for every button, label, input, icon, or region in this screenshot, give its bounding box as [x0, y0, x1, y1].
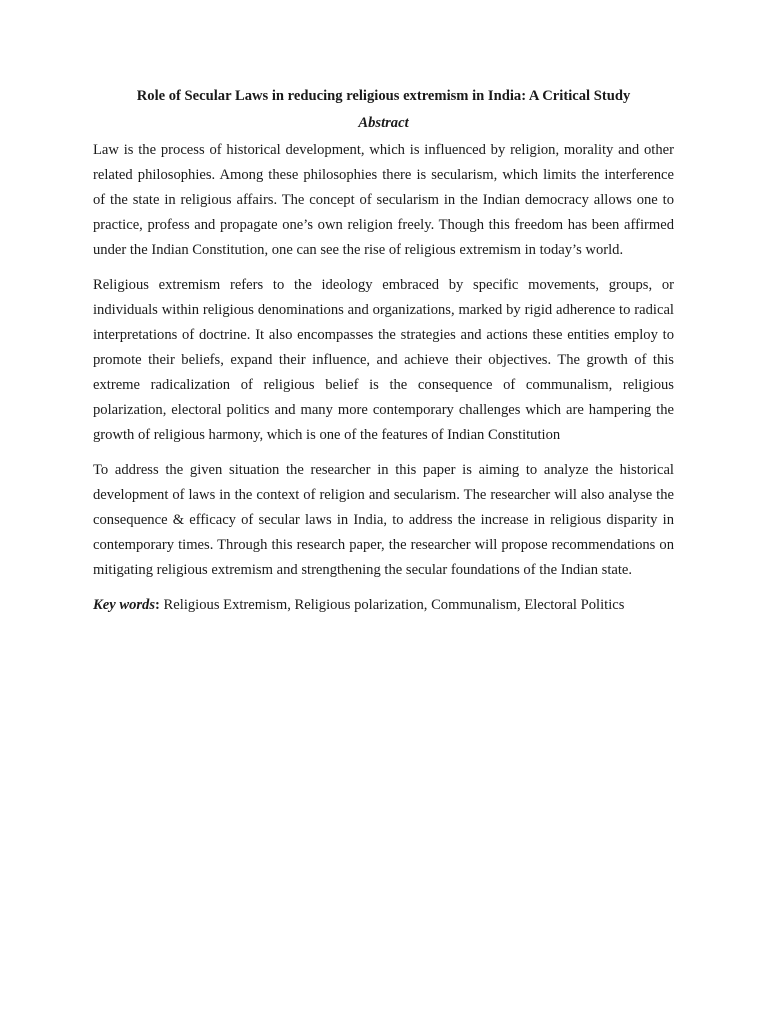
abstract-paragraph-1: Law is the process of historical development, which is influenced by religion, morality and other related philosophies. Among these philosophies there is secularism, which limits the interference of the state in religious affairs. The concept of secularism in the Indian democracy allows one to practice, profess and propagate one’s own religion freely. Though this freedom has been affirmed under the Indian Constitution, one can see the rise of religious extremism in today’s world. [93, 142, 674, 258]
paper-title: Role of Secular Laws in reducing religious extremism in India: A Critical Study [136, 88, 631, 104]
abstract-heading: Abstract [358, 115, 409, 131]
abstract-paragraph-3: To address the given situation the researcher in this paper is aiming to analyze the historical development of laws in the context of religion and secularism. The researcher will also analyse the consequence & efficacy of secular laws in India, to address the increase in religious disparity in contemporary times. Through this research paper, the researcher will propose recommendations on mitigating religious extremism and strengthening the secular foundations of the Indian state. [93, 462, 674, 578]
paper-page [93, 86, 674, 618]
keywords-label: Key words [93, 597, 156, 613]
keywords-separator: : [155, 597, 160, 613]
keywords-line [93, 593, 674, 618]
keywords-list: Religious Extremism, Religious polarization, Communalism, Electoral Politics [159, 597, 625, 613]
abstract-paragraph-2: Religious extremism refers to the ideology embraced by specific movements, groups, or individuals within religious denominations and organizations, marked by rigid adherence to radical interpretations of doctrine. It also encompasses the strategies and actions these entities employ to promote their beliefs, expand their influence, and achieve their objectives. The growth of this extreme radicalization of religious belief is the consequence of communalism, religious polarization, electoral politics and many more contemporary challenges which are hampering the growth of religious harmony, which is one of the features of Indian Constitution [93, 277, 674, 443]
